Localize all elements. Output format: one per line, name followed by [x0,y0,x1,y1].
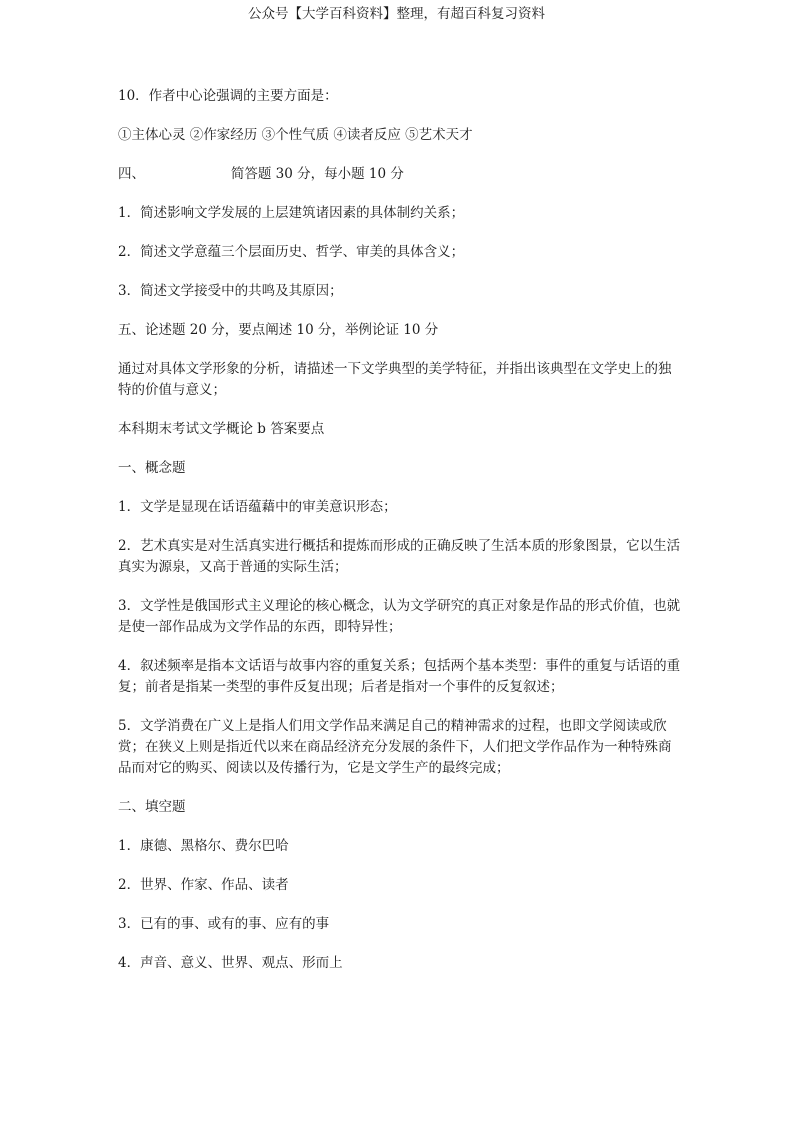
fill-answer-1: 1．康德、黑格尔、费尔巴哈 [118,838,289,854]
fill-answer-4: 4．声音、意义、世界、观点、形而上 [118,955,343,971]
fill-answer-3: 3．已有的事、或有的事、应有的事 [118,916,330,932]
document-body [118,86,684,992]
answer-section-1-heading: 一、概念题 [118,460,186,476]
short-answer-2: 2．简述文学意蕴三个层面历史、哲学、审美的具体含义； [118,244,465,260]
section-5-heading: 五、论述题 20 分，要点阐述 10 分，举例论证 10 分 [118,322,439,338]
question-10-prompt: 10．作者中心论强调的主要方面是： [118,88,338,104]
short-answer-3: 3．简述文学接受中的共鸣及其原因； [118,283,343,299]
concept-answer-3: 3．文学性是俄国形式主义理论的核心概念，认为文学研究的真正对象是作品的形式价值，也就是使一部作品成为文学作品的东西，即特异性； [118,598,681,635]
short-answer-1: 1．简述影响文学发展的上层建筑诸因素的具体制约关系； [118,205,465,221]
answer-key-title: 本科期末考试文学概论 b 答案要点 [118,421,325,437]
page-header: 公众号【大学百科资料】整理，有超百科复习资料 [248,6,545,22]
essay-question: 通过对具体文学形象的分析，请描述一下文学典型的美学特征，并指出该典型在文学史上的独特的价值与意义； [118,361,672,398]
fill-answer-2: 2．世界、作家、作品、读者 [118,877,289,893]
concept-answer-5: 5．文学消费在广义上是指人们用文学作品来满足自己的精神需求的过程，也即文学阅读或欣赏；在狭义上则是指近代以来在商品经济充分发展的条件下，人们把文学作品作为一种特殊商品而对它的购买、阅读以及传播行为，它是文学生产的最终完成； [118,718,672,776]
section-4-heading: 四、 简答题 30 分，每小题 10 分 [118,166,404,182]
concept-answer-4: 4．叙述频率是指本文话语与故事内容的重复关系；包括两个基本类型：事件的重复与话语的重复；前者是指某一类型的事件反复出现；后者是指对一个事件的反复叙述； [118,658,681,695]
concept-answer-2: 2．艺术真实是对生活真实进行概括和提炼而形成的正确反映了生活本质的形象图景，它以生活真实为源泉，又高于普通的实际生活； [118,538,681,575]
answer-section-2-heading: 二、填空题 [118,799,186,815]
question-10-options: ①主体心灵 ②作家经历 ③个性气质 ④读者反应 ⑤艺术天才 [118,127,473,143]
concept-answer-1: 1．文学是显现在话语蕴藉中的审美意识形态； [118,499,397,515]
